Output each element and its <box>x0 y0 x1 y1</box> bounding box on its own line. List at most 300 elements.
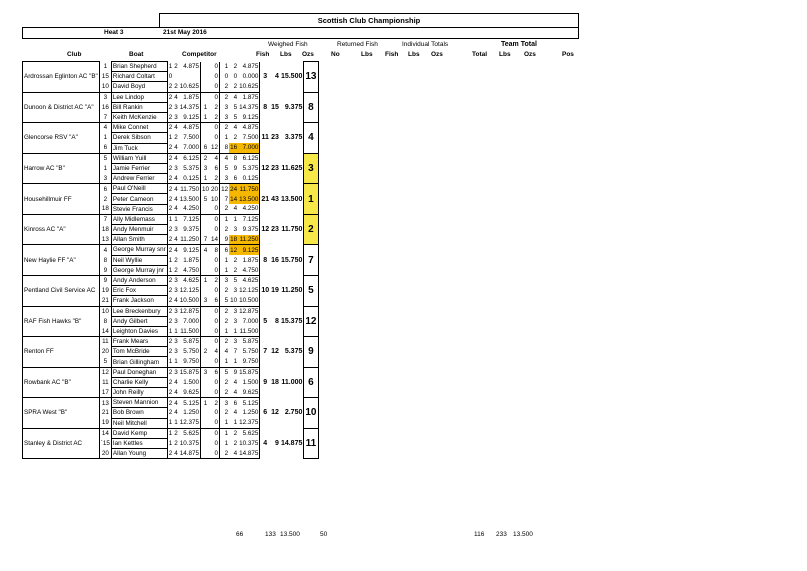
individual-fish: 3 <box>224 277 229 285</box>
weighed-lbs: 4 <box>174 236 178 244</box>
boat-number: 10 <box>99 82 111 92</box>
weighed-fish: 1 <box>168 63 173 71</box>
weighed-lbs: 3 <box>174 103 178 111</box>
competitor-name: Ally Midlemass <box>111 214 167 224</box>
position: 1 <box>304 184 318 215</box>
competitor-name: Peter Cameon <box>111 194 167 204</box>
individual-fish: 1 <box>220 357 230 367</box>
competitor-name: Eric Fox <box>111 286 167 296</box>
boat-number: 6 <box>99 143 111 153</box>
individual-lbs: 4 <box>233 93 238 101</box>
weighed-ozs: 1.875 <box>179 255 201 265</box>
weighed-ozs: 4.750 <box>179 265 201 275</box>
returned-no <box>201 265 211 275</box>
boat-number: 13 <box>99 398 111 408</box>
individual-fish: 1 <box>224 440 229 448</box>
competitor-name: Andy Gilbert <box>111 316 167 326</box>
returned-lbs: 2 <box>210 275 220 285</box>
team-total-ozs: 11.625 <box>281 164 303 172</box>
individual-ozs: 4.625 <box>238 275 260 285</box>
individual-ozs: 12.375 <box>239 419 259 427</box>
club-name: Ardrossan Eglinton AC "B" <box>23 62 100 93</box>
individual-lbs: 5 <box>229 112 238 122</box>
individual-fish: 1 <box>224 134 229 142</box>
team-total-ozs: 3.375 <box>284 134 303 142</box>
competitor-name: Stevie Francis <box>111 204 167 214</box>
team-total-lbs: 23 <box>271 134 279 142</box>
team-ozs-header: Ozs <box>524 51 536 58</box>
individual-lbs: 9 <box>233 164 238 172</box>
weighed-lbs: 4 <box>174 185 178 193</box>
individual-fish: 2 <box>224 93 229 101</box>
boat-number: 13 <box>99 235 111 245</box>
weighed-ozs: 4.875 <box>179 62 201 72</box>
weighed-lbs: 3 <box>174 338 178 346</box>
individual-fish: 3 <box>224 103 229 111</box>
boat-number: 18 <box>99 225 111 235</box>
individual-lbs: 3 <box>233 307 238 315</box>
individual-ozs: 9.750 <box>238 357 260 367</box>
individual-ozs: 1.875 <box>238 255 260 265</box>
club-name: RAF Fish Hawks "B" <box>23 306 100 337</box>
returned-lbs: 0 <box>210 204 220 214</box>
competitor-name: Paul Doneghan <box>111 367 167 377</box>
team-total-lbs: 15 <box>271 103 279 111</box>
individual-ozs: 9.125 <box>238 112 260 122</box>
no-header: No <box>331 51 340 58</box>
team-total-fish: 8 <box>263 103 268 111</box>
boat-number: 9 <box>99 265 111 275</box>
individual-lbs: 2 <box>233 63 238 71</box>
returned-lbs: 2 <box>210 174 220 184</box>
weighed-ozs: 1.875 <box>179 92 201 102</box>
club-name: Harrow AC "B" <box>23 153 100 184</box>
individual-ozs: 0.125 <box>238 174 260 184</box>
club-name: Dunoon & District AC "A" <box>23 92 100 123</box>
competitor-name: John Reilly <box>111 388 167 398</box>
lbs-header: Lbs <box>280 51 292 58</box>
competitor-name: Brian Shepherd <box>111 62 167 72</box>
returned-no <box>201 72 211 82</box>
weighed-lbs: 2 <box>174 256 178 264</box>
individual-lbs: 4 <box>233 378 238 386</box>
team-total-ozs: 14.875 <box>280 440 303 448</box>
weighed-fish: 2 <box>168 93 173 101</box>
individual-ozs: 4.750 <box>238 265 260 275</box>
weighed-lbs: 4 <box>174 378 178 386</box>
table-row <box>23 123 319 133</box>
competitor-name: George Murray snr <box>112 246 166 254</box>
weighed-lbs: 4 <box>174 155 178 163</box>
weighed-ozs: 9.375 <box>179 225 201 235</box>
competitor-name: Frank Mears <box>111 337 167 347</box>
boat-number: 5 <box>99 357 111 367</box>
individual-fish: 2 <box>224 317 229 325</box>
returned-lbs: 4 <box>210 347 220 357</box>
returned-no: 4 <box>203 246 208 254</box>
returned-lbs: 10 <box>211 195 219 203</box>
weighed-fish: 2 <box>168 124 173 132</box>
returned-no <box>201 418 211 428</box>
position: 9 <box>304 337 318 368</box>
boat-number: 3 <box>99 174 111 184</box>
individual-ozs: 7.000 <box>238 316 260 326</box>
weighed-ozs: 10.500 <box>179 297 200 305</box>
returned-lbs: 0 <box>210 428 220 438</box>
team-total-ozs: 2.750 <box>284 409 303 417</box>
competitor-name: George Murray jnr <box>111 265 167 275</box>
weighed-fish: 2 <box>168 277 173 285</box>
weighed-fish: 2 <box>168 185 173 193</box>
boat-number: 1 <box>99 163 111 173</box>
individual-ozs: 5.125 <box>238 398 260 408</box>
boat-number: 3 <box>99 92 111 102</box>
table-row <box>23 337 319 347</box>
returned-lbs: 0 <box>210 92 220 102</box>
weighed-fish: 2 <box>168 449 173 457</box>
individual-fish: 2 <box>220 82 230 92</box>
individual-ozs: 12.875 <box>239 307 259 315</box>
individual-fish: 1 <box>224 256 229 264</box>
position: 13 <box>304 62 318 93</box>
returned-lbs: 0 <box>210 357 220 367</box>
returned-no <box>201 225 211 235</box>
individual-lbs: 5 <box>233 103 238 111</box>
weighed-lbs: 4 <box>174 399 178 407</box>
returned-no <box>201 388 211 398</box>
team-total-lbs: 12 <box>271 348 279 356</box>
individual-fish: 1 <box>224 63 229 71</box>
club-name: Glencorse RSV "A" <box>23 123 100 154</box>
team-total-ozs: 9.375 <box>284 103 303 111</box>
individual-lbs: 2 <box>233 256 238 264</box>
team-total-lbs: 18 <box>271 378 279 386</box>
boat-number: 20 <box>99 347 111 357</box>
boat-number: 19 <box>99 418 111 428</box>
boat-number: 11 <box>99 337 111 347</box>
boat-number: 11 <box>99 377 111 387</box>
weighed-lbs: 4 <box>174 93 178 101</box>
team-total-fish: 3 <box>263 73 268 81</box>
individual-fish: 2 <box>224 378 229 386</box>
boat-number: 21 <box>99 296 111 306</box>
individual-fish: 3 <box>220 112 230 122</box>
boat-number: 16 <box>99 102 111 112</box>
individual-totals-header: Individual Totals <box>402 41 449 48</box>
weighed-ozs: 15.875 <box>179 368 200 376</box>
individual-lbs: 4 <box>233 124 238 132</box>
boat-number: 14 <box>99 326 111 336</box>
individual-fish: 1 <box>220 326 230 336</box>
individual-lbs: 5 <box>233 277 238 285</box>
competitor-name: Charlie Kelly <box>111 377 167 387</box>
returned-no <box>201 133 211 143</box>
weighed-ozs: 9.750 <box>179 357 201 367</box>
returned-no <box>201 316 211 326</box>
weighed-fish: 2 <box>168 388 173 396</box>
team-total-ozs: 15.750 <box>280 256 303 264</box>
returned-lbs: 6 <box>210 163 220 173</box>
returned-no <box>201 408 211 418</box>
weighed-fish: 1 <box>168 419 173 427</box>
returned-no <box>201 255 211 265</box>
returned-lbs: 0 <box>210 72 220 82</box>
weighed-lbs: 4 <box>174 124 178 132</box>
individual-fish: 2 <box>224 409 229 417</box>
individual-lbs: 6 <box>233 399 238 407</box>
returned-no: 10 <box>202 185 210 193</box>
boat-number: 8 <box>99 316 111 326</box>
returned-no <box>201 214 211 224</box>
individual-fish: 5 <box>224 164 229 172</box>
team-total-ozs: 15.375 <box>280 317 303 325</box>
weighed-ozs: 4.250 <box>179 204 201 214</box>
returned-no: 1 <box>203 277 208 285</box>
boat-number: 12 <box>99 367 111 377</box>
table-row <box>23 62 319 72</box>
competitor-name: Tom McBride <box>111 347 167 357</box>
individual-lbs: 3 <box>233 287 238 295</box>
returned-lbs: 12 <box>211 144 219 152</box>
weighed-lbs: 4 <box>174 205 178 213</box>
team-total-fish: 6 <box>263 409 268 417</box>
returned-no <box>201 306 211 316</box>
returned-no <box>201 326 211 336</box>
weighed-fish: 2 <box>168 378 173 386</box>
individual-lbs: 18 <box>230 236 238 244</box>
team-total-lbs: 19 <box>271 287 279 295</box>
heat-info <box>22 27 579 39</box>
individual-fish: 4 <box>224 155 229 163</box>
returned-lbs: 0 <box>210 286 220 296</box>
individual-ozs: 10.375 <box>239 440 259 448</box>
returned-no <box>201 377 211 387</box>
weighed-fish: 1 <box>168 266 173 274</box>
returned-lbs: 0 <box>210 133 220 143</box>
individual-fish: 6 <box>224 246 229 254</box>
returned-lbs: 0 <box>210 214 220 224</box>
returned-lbs: 0 <box>210 388 220 398</box>
individual-ozs: 11.250 <box>239 236 259 244</box>
weighed-fish: 2 <box>168 113 173 121</box>
weighed-fish: 1 <box>168 256 173 264</box>
boat-number: 7 <box>99 214 111 224</box>
individual-fish: 2 <box>224 287 229 295</box>
competitor-name: Bill Rankin <box>111 102 167 112</box>
returned-lbs: 0 <box>210 306 220 316</box>
individual-lbs: 12 <box>230 246 238 254</box>
returned-no: 6 <box>201 143 211 153</box>
competitor-name: Neil Wyllie <box>111 255 167 265</box>
boat-number: 6 <box>99 184 111 194</box>
individual-lbs: 1 <box>229 418 238 428</box>
returned-no <box>201 123 211 133</box>
returned-lbs: 4 <box>210 153 220 163</box>
weighed-fish: 2 <box>168 399 173 407</box>
weighed-lbs: 1 <box>174 327 178 335</box>
individual-fish: 2 <box>224 338 229 346</box>
weighed-lbs: 3 <box>174 368 178 376</box>
ozs-header: Ozs <box>302 51 314 58</box>
weighed-lbs: 4 <box>174 388 178 396</box>
boat-number: 18 <box>99 204 111 214</box>
returned-lbs: 0 <box>210 82 220 92</box>
club-name: New Haylie FF "A" <box>23 245 100 276</box>
weighed-lbs: 4 <box>174 449 178 457</box>
individual-lbs: 1 <box>229 326 238 336</box>
returned-no: 1 <box>201 112 211 122</box>
competitor-name: Keith McKenzie <box>111 112 167 122</box>
club-name: Stanley & District AC <box>23 428 100 459</box>
returned-no <box>201 438 211 448</box>
returned-lbs: 0 <box>210 418 220 428</box>
club-name: Renton FF <box>23 337 100 368</box>
competitor-name: William Yuill <box>111 153 167 163</box>
individual-fish: 3 <box>220 174 230 184</box>
individual-lbs: 14 <box>230 195 238 203</box>
results-table <box>22 61 319 459</box>
club-header: Club <box>67 51 82 58</box>
individual-lbs: 9 <box>233 368 238 376</box>
returned-lbs-header: Lbs <box>361 51 373 58</box>
weighed-ozs: 10.375 <box>179 440 200 448</box>
weighed-ozs: 5.375 <box>179 163 201 173</box>
returned-lbs: 8 <box>210 245 220 255</box>
individual-lbs: 3 <box>233 317 238 325</box>
weighed-fish: 0 <box>168 73 173 81</box>
competitor-name: Andy Menmuir <box>111 225 167 235</box>
team-total-fish: 12 <box>261 164 270 172</box>
individual-ozs: 5.375 <box>238 163 260 173</box>
competitor-name: Lee Lindop <box>111 92 167 102</box>
individual-fish: 12 <box>221 185 229 193</box>
club-name: Rowbank AC "B" <box>23 367 100 398</box>
competitor-name: Andrew Ferrier <box>111 174 167 184</box>
weighed-ozs: 12.875 <box>179 307 200 315</box>
total-weighed-fish: 66 <box>236 531 244 538</box>
date-label: 21st May 2016 <box>163 29 207 36</box>
individual-ozs: 5.750 <box>238 347 260 357</box>
individual-ozs: 9.375 <box>238 225 260 235</box>
weighed-fish: 1 <box>168 440 173 448</box>
weighed-fish: 2 <box>168 164 173 172</box>
weighed-ozs: 7.125 <box>179 214 201 224</box>
weighed-fish: 2 <box>168 174 173 182</box>
returned-lbs: 20 <box>211 185 219 193</box>
weighed-fish: 2 <box>168 103 173 111</box>
individual-lbs: 3 <box>233 338 238 346</box>
returned-no <box>201 62 211 72</box>
individual-ozs: 10.625 <box>239 83 259 91</box>
individual-lbs: 8 <box>233 155 238 163</box>
weighed-ozs: 9.125 <box>179 245 201 255</box>
table-row <box>23 275 319 285</box>
weighed-lbs: 4 <box>174 195 178 203</box>
team-total-lbs: 43 <box>271 195 279 203</box>
individual-fish: 7 <box>224 195 229 203</box>
weighed-fish: 2 <box>168 338 173 346</box>
individual-ozs: 5.875 <box>238 337 260 347</box>
boat-number: 8 <box>99 255 111 265</box>
weighed-ozs: 7.000 <box>179 316 201 326</box>
team-total-lbs: 9 <box>275 440 279 448</box>
returned-lbs: 6 <box>210 367 220 377</box>
boat-number: 5 <box>99 153 111 163</box>
individual-lbs: 6 <box>229 174 238 184</box>
total-team-fish: 116 <box>474 531 485 538</box>
boat-number: 14 <box>99 428 111 438</box>
weighed-lbs: 1 <box>174 216 178 224</box>
weighed-lbs: 3 <box>174 277 178 285</box>
individual-fish: 2 <box>224 307 229 315</box>
weighed-lbs: 3 <box>174 317 178 325</box>
boat-number: 15 <box>99 72 111 82</box>
weighed-ozs <box>179 72 201 82</box>
table-row <box>23 214 319 224</box>
individual-lbs: 0 <box>233 73 238 81</box>
weighed-ozs: 12.125 <box>179 287 200 295</box>
returned-lbs: 14 <box>211 236 219 244</box>
weighed-ozs: 7.500 <box>179 133 201 143</box>
position: 3 <box>304 153 318 184</box>
individual-ozs: 15.875 <box>239 368 259 376</box>
returned-no: 5 <box>203 195 208 203</box>
weighed-fish: 2 <box>168 409 173 417</box>
boat-number: 10 <box>99 306 111 316</box>
individual-lbs: 2 <box>233 440 238 448</box>
club-name: Kinross AC "A" <box>23 214 100 245</box>
returned-no: 3 <box>203 164 208 172</box>
weighed-lbs: 4 <box>174 246 178 254</box>
table-row <box>23 184 319 194</box>
competitor-name: Mike Connet <box>111 123 167 133</box>
individual-lbs: 2 <box>229 82 238 92</box>
weighed-ozs: 10.625 <box>179 83 200 91</box>
weighed-lbs: 4 <box>174 297 178 305</box>
table-row <box>23 306 319 316</box>
competitor-name: Jamie Ferrier <box>111 163 167 173</box>
weighed-fish: 2 <box>168 226 173 234</box>
competitor-name: Steven Mannion <box>111 398 167 408</box>
returned-lbs: 2 <box>210 112 220 122</box>
competitor-name: Neil Mitchell <box>111 418 167 428</box>
heat-label: Heat 3 <box>104 29 124 36</box>
individual-fish: 2 <box>224 124 229 132</box>
team-total-ozs: 13.500 <box>280 195 303 203</box>
total-weighed-ozs: 13.500 <box>280 531 300 538</box>
weighed-fish: 2 <box>168 195 173 203</box>
returned-no: 3 <box>203 368 208 376</box>
boat-number: `15 <box>100 440 110 448</box>
individual-lbs: 2 <box>233 134 238 142</box>
boat-number: 4 <box>99 245 111 255</box>
weighed-fish: 2 <box>168 348 173 356</box>
individual-lbs: 4 <box>233 409 238 417</box>
returned-no: 7 <box>201 235 211 245</box>
individual-ozs: 9.625 <box>238 388 260 398</box>
individual-fish: 2 <box>220 449 230 459</box>
individual-lbs: 24 <box>230 185 238 193</box>
fish-header: Fish <box>256 51 270 58</box>
weighed-ozs: 5.125 <box>179 398 201 408</box>
returned-no <box>201 428 211 438</box>
position: 10 <box>304 398 318 429</box>
team-total-fish: 5 <box>263 317 268 325</box>
individual-fish: 0 <box>224 73 229 81</box>
sheet-title: Scottish Club Championship <box>159 13 579 28</box>
weighed-fish-header: Weighed Fish <box>268 41 308 48</box>
individual-fish: 1 <box>220 418 230 428</box>
